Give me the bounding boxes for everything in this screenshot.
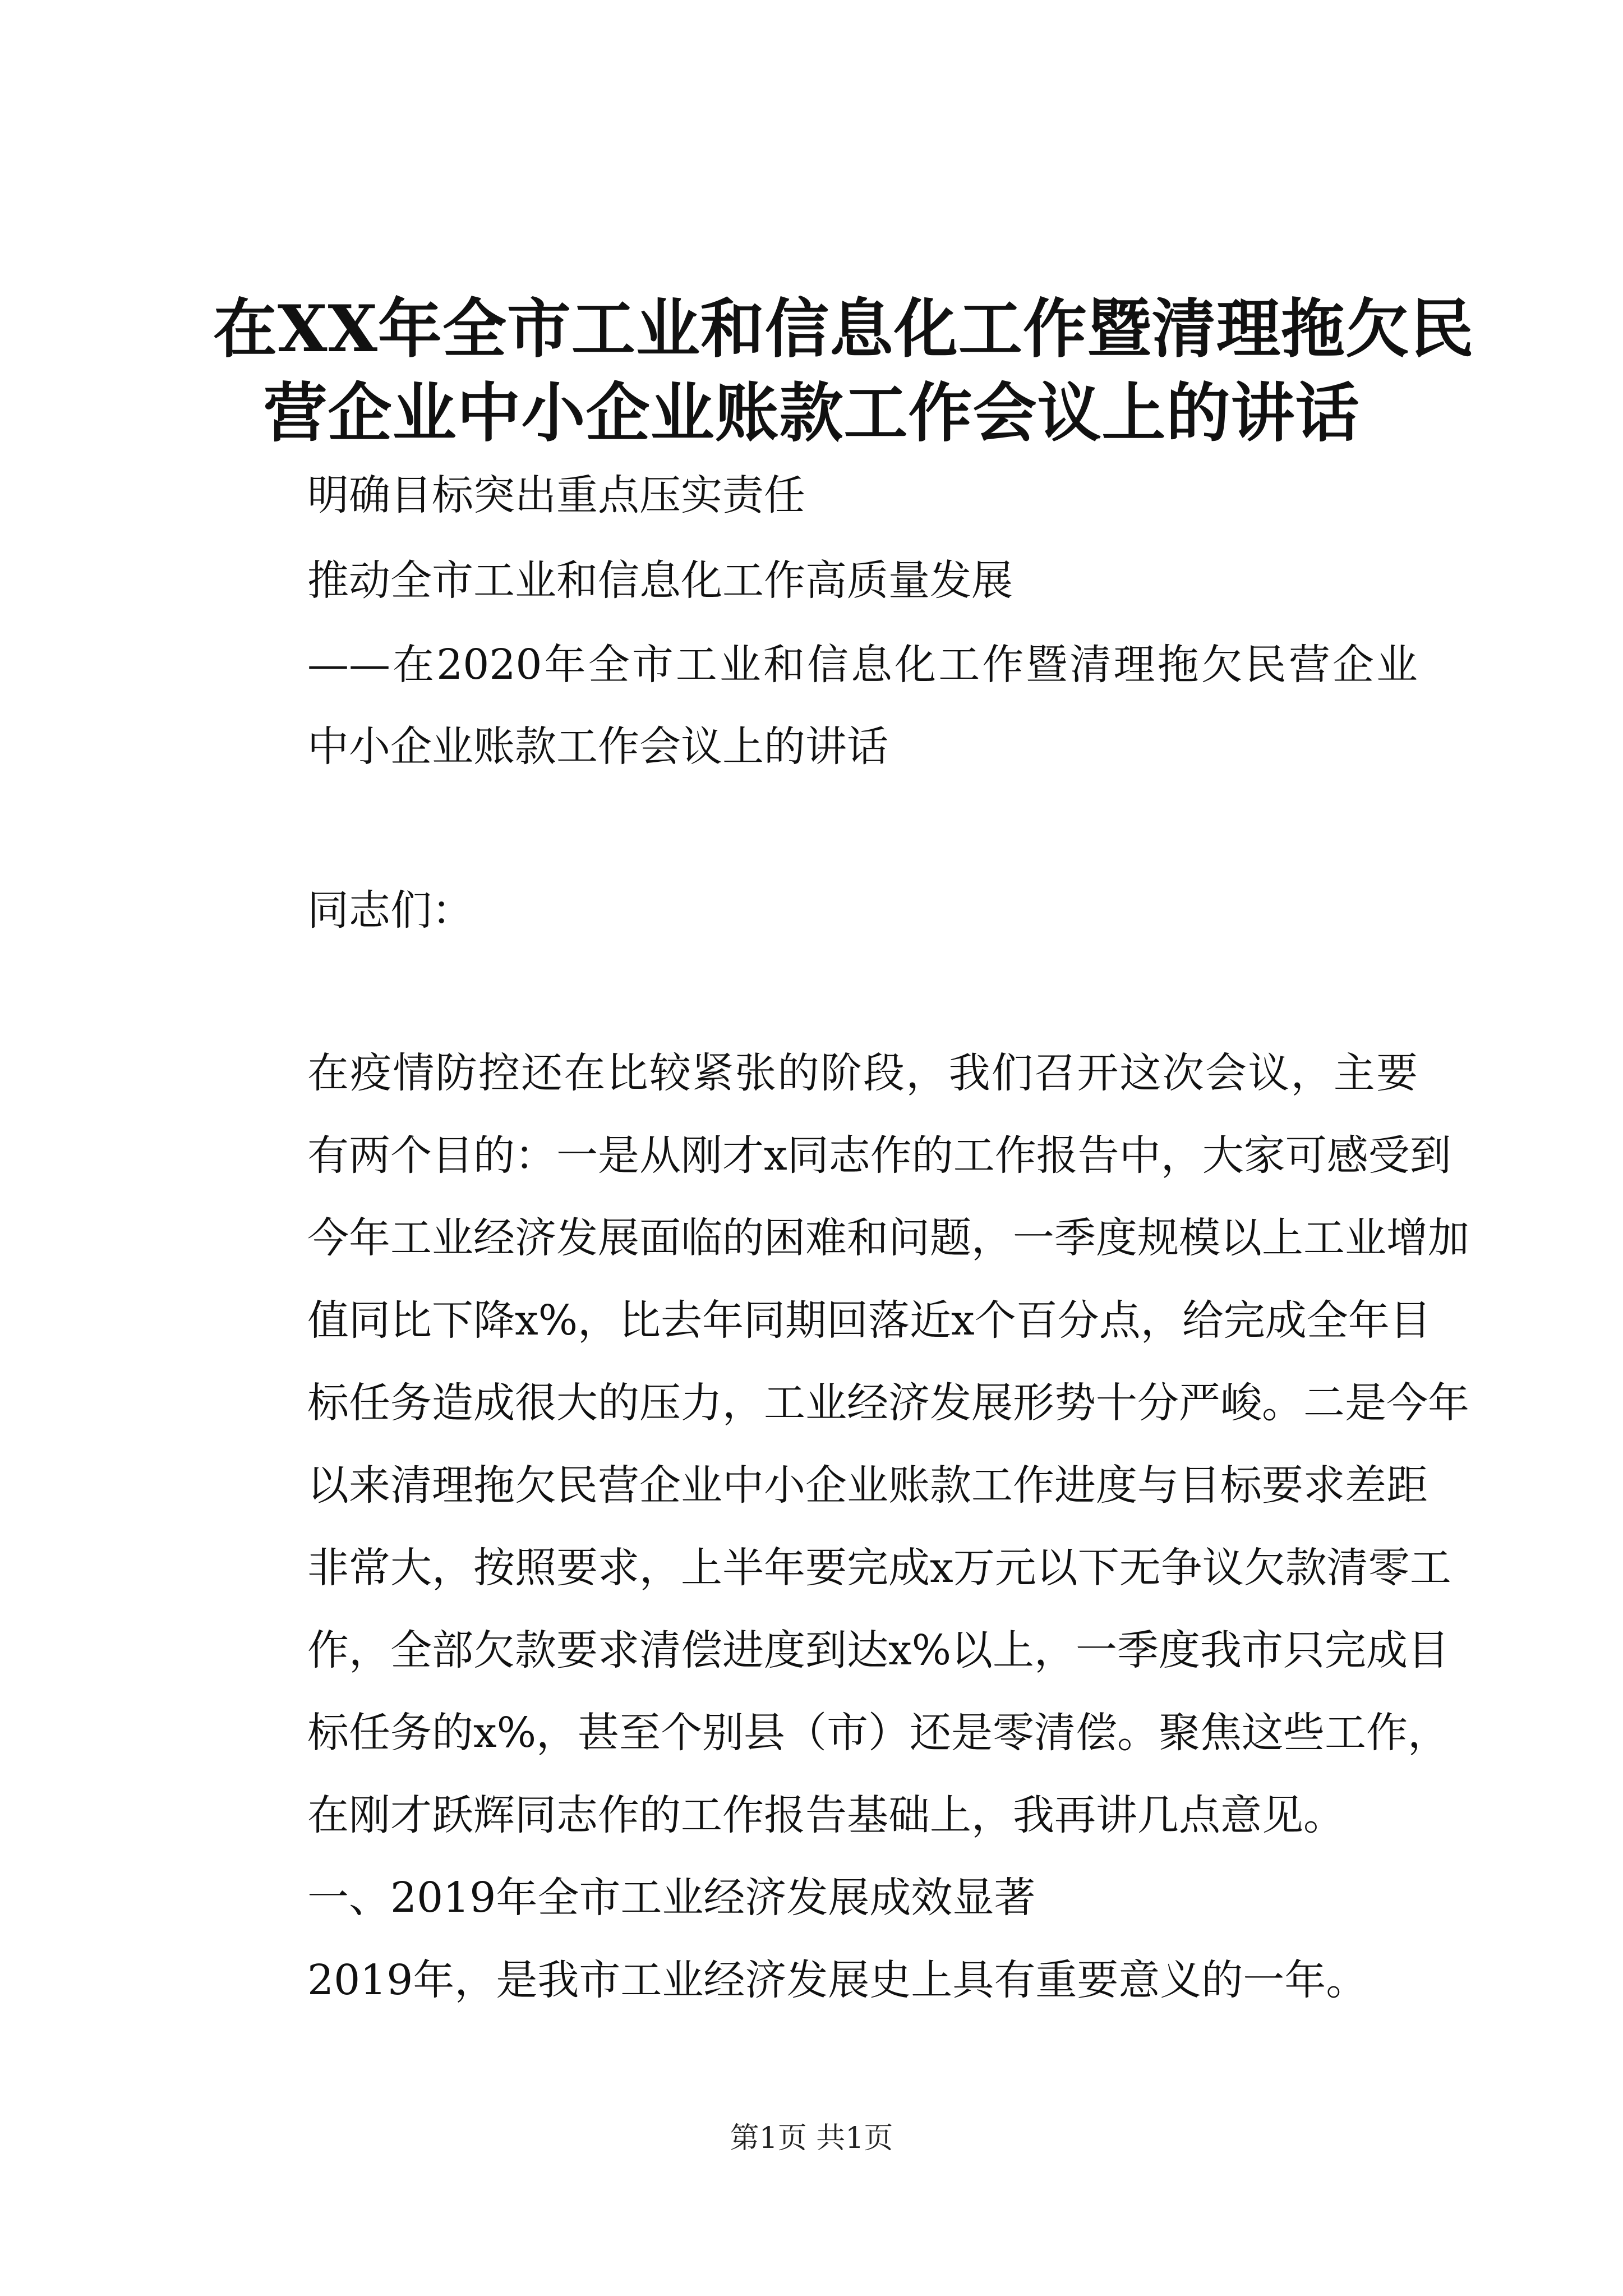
- subtitle-1: 明确目标突出重点压实责任: [307, 471, 805, 519]
- paragraph-1-line: 标任务造成很大的压力，工业经济发展形势十分严峻。二是今年: [307, 1379, 1469, 1427]
- subtitle-3-line-2: 中小企业账款工作会议上的讲话: [307, 723, 888, 771]
- subtitle-3-line-1: ——在2020年全市工业和信息化工作暨清理拖欠民营企业: [307, 641, 1418, 689]
- paragraph-1-line: 非常大，按照要求，上半年要完成x万元以下无争议欠款清零工: [307, 1544, 1451, 1592]
- paragraph-2-line: 2019年，是我市工业经济发展史上具有重要意义的一年。: [307, 1956, 1368, 2004]
- subtitle-2: 推动全市工业和信息化工作高质量发展: [307, 556, 1013, 605]
- paragraph-1-line: 以来清理拖欠民营企业中小企业账款工作进度与目标要求差距: [307, 1461, 1428, 1510]
- paragraph-1-line: 作，全部欠款要求清偿进度到达x%以上，一季度我市只完成目: [307, 1626, 1450, 1674]
- document-title-line-2: 营企业中小企业账款工作会议上的讲话: [263, 375, 1360, 450]
- paragraph-1-line: 在疫情防控还在比较紧张的阶段，我们召开这次会议，主要: [307, 1049, 1418, 1097]
- paragraph-1-line: 标任务的x%，甚至个别县（市）还是零清偿。聚焦这些工作，: [307, 1709, 1450, 1757]
- paragraph-1-line: 在刚才跃辉同志作的工作报告基础上，我再讲几点意见。: [307, 1791, 1345, 1839]
- page-footer: 第1页 共1页: [730, 2122, 893, 2155]
- section-1-heading: 一、2019年全市工业经济发展成效显著: [307, 1874, 1036, 1922]
- document-title-line-1: 在XX年全市工业和信息化工作暨清理拖欠民: [213, 291, 1474, 366]
- paragraph-1-line: 有两个目的：一是从刚才x同志作的工作报告中，大家可感受到: [307, 1131, 1451, 1180]
- paragraph-1-line: 值同比下降x%，比去年同期回落近x个百分点，给完成全年目: [307, 1296, 1431, 1345]
- paragraph-1-line: 今年工业经济发展面临的困难和问题，一季度规模以上工业增加: [307, 1214, 1469, 1262]
- salutation: 同志们：: [307, 886, 473, 935]
